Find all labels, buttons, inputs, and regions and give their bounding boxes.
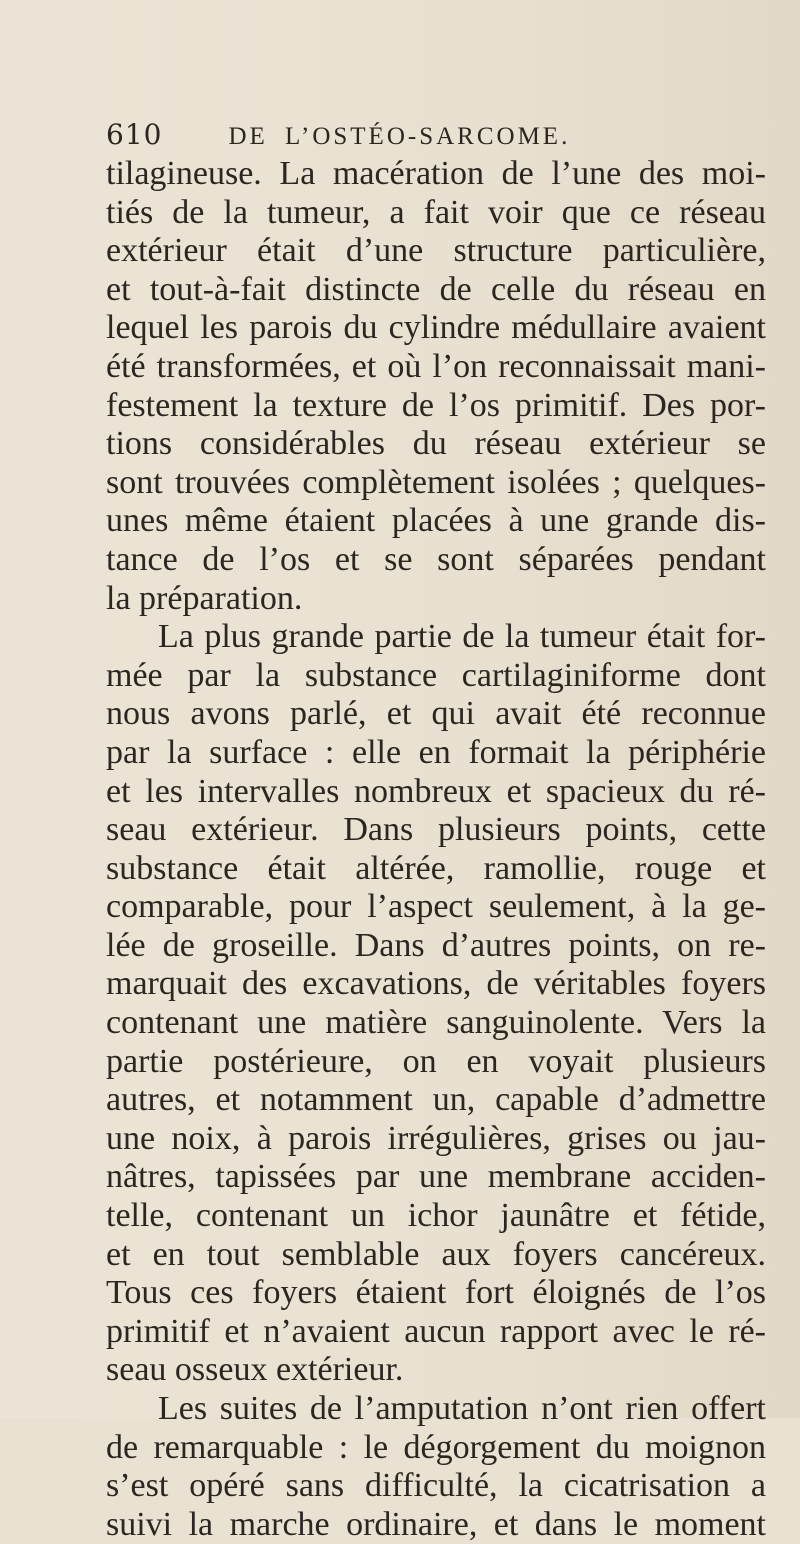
- text-line: une noix, à parois irrégulières, grises ou jau-: [106, 1119, 766, 1157]
- text-line: seau extérieur. Dans plusieurs points, cette: [106, 811, 766, 849]
- text-line: substance était altérée, ramollie, rouge et: [106, 849, 766, 887]
- text-line: et en tout semblable aux foyers cancéreux.: [106, 1235, 766, 1273]
- text-line: nâtres, tapissées par une membrane acciden-: [106, 1158, 766, 1196]
- text-line: été transformées, et où l’on reconnaissait mani-: [106, 347, 766, 385]
- text-line: tiés de la tumeur, a fait voir que ce réseau: [106, 193, 766, 231]
- text-line: et les intervalles nombreux et spacieux du ré-: [106, 772, 766, 810]
- text-line: nous avons parlé, et qui avait été reconnue: [106, 695, 766, 733]
- text-line: s’est opéré sans difficulté, la cicatrisation a: [106, 1467, 766, 1505]
- text-line: primitif et n’avaient aucun rapport avec le ré-: [106, 1312, 766, 1350]
- text-line: sont trouvées complètement isolées ; quelques-: [106, 463, 766, 501]
- paragraph-start-line: Les suites de l’amputation n’ont rien offert: [158, 1390, 766, 1427]
- text-line: autres, et notamment un, capable d’admettre: [106, 1081, 766, 1119]
- text-line: telle, contenant un ichor jaunâtre et fétide,: [106, 1197, 766, 1235]
- text-line: tions considérables du réseau extérieur se: [106, 425, 766, 463]
- text-line: lée de groseille. Dans d’autres points, on re-: [106, 926, 766, 964]
- text-line: lequel les parois du cylindre médullaire avaient: [106, 309, 766, 347]
- text-line: tilagineuse. La macération de l’une des moi-: [106, 155, 766, 192]
- text-line: contenant une matière sanguinolente. Vers la: [106, 1004, 766, 1042]
- text-line: et tout-à-fait distincte de celle du réseau en: [106, 270, 766, 308]
- text-line: par la surface : elle en formait la périphérie: [106, 733, 766, 771]
- running-title: DE L’OSTÉO-SARCOME.: [228, 123, 571, 150]
- text-line: festement la texture de l’os primitif. Des por-: [106, 386, 766, 424]
- text-line: tance de l’os et se sont séparées pendant: [106, 540, 766, 578]
- text-line: partie postérieure, on en voyait plusieurs: [106, 1042, 766, 1080]
- text-line: la préparation.: [106, 579, 303, 617]
- text-line: mée par la substance cartilaginiforme dont: [106, 656, 766, 694]
- page-number: 610: [106, 118, 163, 151]
- text-line: seau osseux extérieur.: [106, 1351, 404, 1389]
- text-line: Tous ces foyers étaient fort éloignés de l’os: [106, 1274, 766, 1312]
- text-line: suivi la marche ordinaire, et dans le moment: [106, 1505, 766, 1543]
- text-line: de remarquable : le dégorgement du moignon: [106, 1428, 766, 1466]
- text-line: extérieur était d’une structure particulière,: [106, 232, 766, 270]
- text-line: comparable, pour l’aspect seulement, à la ge-: [106, 888, 766, 926]
- text-line: marquait des excavations, de véritables foyers: [106, 965, 766, 1003]
- body-text: [106, 155, 766, 1544]
- paragraph-start-line: La plus grande partie de la tumeur était for-: [158, 618, 766, 656]
- text-line: unes même étaient placées à une grande dis-: [106, 502, 766, 540]
